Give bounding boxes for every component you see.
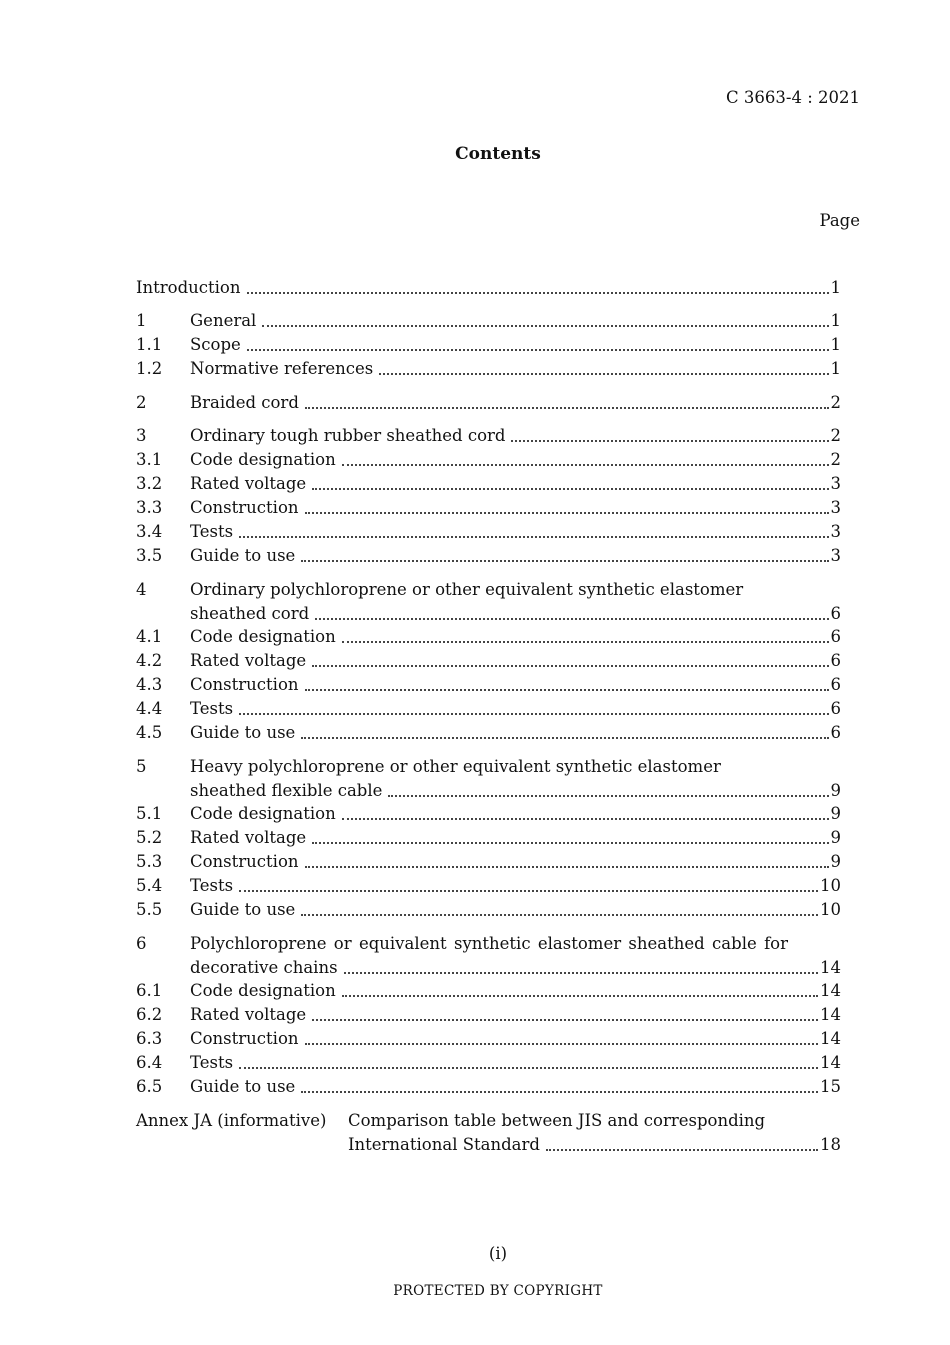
dot-leader: [315, 618, 828, 620]
toc-entry-title: Rated voltage: [190, 1005, 307, 1024]
toc-entry-page-number: 6: [830, 699, 841, 718]
toc-entry-title-continued: decorative chains: [190, 958, 338, 977]
dot-leader: [312, 488, 828, 490]
toc-entry-annex[interactable]: [348, 1135, 841, 1159]
toc-entry[interactable]: [136, 852, 841, 876]
toc-entry-page-number: 9: [830, 852, 841, 871]
toc-entry-title: Code designation: [190, 804, 336, 823]
toc-entry[interactable]: [136, 651, 841, 675]
toc-entry-title: Tests: [190, 876, 234, 895]
toc-entry[interactable]: [136, 1077, 841, 1101]
toc-entry-page-number: 14: [820, 1053, 841, 1072]
toc-entry[interactable]: [136, 1005, 841, 1029]
toc-entry-heading-line2[interactable]: [136, 781, 841, 805]
toc-entry[interactable]: [136, 278, 841, 302]
toc-entry-heading-line1[interactable]: [136, 934, 841, 958]
toc-entry[interactable]: [136, 359, 841, 383]
dot-leader: [301, 737, 828, 739]
toc-entry[interactable]: [136, 876, 841, 900]
toc-entry-page-number: 2: [830, 450, 841, 469]
toc-entry-number: 5.5: [136, 900, 163, 919]
toc-entry-number: 4.2: [136, 651, 163, 670]
toc-entry-page-number: 14: [820, 1029, 841, 1048]
toc-entry-number: 5.1: [136, 804, 163, 823]
dot-leader: [239, 536, 828, 538]
toc-entry-page-number: 14: [820, 1005, 841, 1024]
toc-entry-number: 3.2: [136, 474, 163, 493]
toc-entry-number: 6.4: [136, 1053, 163, 1072]
toc-entry-title: Construction: [190, 675, 299, 694]
dot-leader: [388, 795, 828, 797]
dot-leader: [511, 440, 828, 442]
dot-leader: [301, 914, 818, 916]
toc-entry-number: 5: [136, 757, 147, 776]
dot-leader: [262, 325, 828, 327]
toc-entry-number: 3.4: [136, 522, 163, 541]
toc-entry-page-number: 9: [830, 828, 841, 847]
toc-entry[interactable]: [136, 828, 841, 852]
toc-entry[interactable]: [136, 627, 841, 651]
toc-entry-page-number: 6: [830, 723, 841, 742]
toc-entry[interactable]: [136, 1053, 841, 1077]
toc-entry-title: Code designation: [190, 981, 336, 1000]
toc-entry-title: Introduction: [136, 278, 241, 297]
toc-entry[interactable]: [136, 335, 841, 359]
toc-entry-title: Polychloroprene or equivalent synthetic elastomer sheathed cable for: [190, 934, 788, 953]
toc-entry-page-number: 15: [820, 1077, 841, 1096]
document-id: C 3663-4 : 2021: [726, 88, 860, 107]
annex-title-line1: Comparison table between JIS and corresponding: [348, 1111, 766, 1130]
toc-entry-title: Braided cord: [190, 393, 299, 412]
dot-leader: [305, 866, 829, 868]
dot-leader: [239, 713, 828, 715]
dot-leader: [305, 689, 829, 691]
page-title: Contents: [455, 144, 541, 164]
toc-entry-page-number: 6: [830, 651, 841, 670]
toc-entry-title: Normative references: [190, 359, 374, 378]
toc-entry-title: Construction: [190, 852, 299, 871]
toc-entry[interactable]: [136, 699, 841, 723]
toc-entry-number: 6.1: [136, 981, 163, 1000]
toc-entry-page-number: 1: [830, 278, 841, 297]
dot-leader: [301, 1091, 818, 1093]
toc-entry-page-number: 9: [830, 781, 841, 800]
toc-entry-page-number: 3: [830, 498, 841, 517]
toc-entry-page-number: 6: [830, 675, 841, 694]
toc-entry-number: 1.1: [136, 335, 163, 354]
annex-page-number: 18: [820, 1135, 841, 1154]
toc-entry-page-number: 10: [820, 900, 841, 919]
toc-entry-title: Guide to use: [190, 900, 296, 919]
toc-entry-number: 3: [136, 426, 147, 445]
dot-leader: [344, 972, 818, 974]
toc-entry-number: 4.1: [136, 627, 163, 646]
toc-entry[interactable]: [136, 900, 841, 924]
dot-leader: [546, 1149, 818, 1151]
footer-page-number: (i): [488, 1244, 508, 1263]
toc-entry-number: 4: [136, 580, 147, 599]
annex-title-line2: International Standard: [348, 1135, 540, 1154]
toc-entry-title: Tests: [190, 1053, 234, 1072]
toc-entry-title: General: [190, 311, 257, 330]
toc-entry-title: Scope: [190, 335, 241, 354]
toc-entry[interactable]: [136, 675, 841, 699]
toc-entry[interactable]: [136, 1029, 841, 1053]
toc-entry-title: Guide to use: [190, 1077, 296, 1096]
toc-entry-page-number: 6: [830, 604, 841, 623]
dot-leader: [305, 407, 829, 409]
toc-entry-title-continued: sheathed flexible cable: [190, 781, 383, 800]
toc-entry[interactable]: [136, 804, 841, 828]
toc-entry-heading-line1[interactable]: [136, 580, 841, 604]
toc-entry-page-number: 2: [830, 426, 841, 445]
toc-entry-number: 5.4: [136, 876, 163, 895]
dot-leader: [247, 349, 829, 351]
toc-entry-number: 4.5: [136, 723, 163, 742]
toc-entry[interactable]: [136, 723, 841, 747]
dot-leader: [247, 292, 829, 294]
toc-entry-title: Heavy polychloroprene or other equivalent synthetic elastomer: [190, 757, 721, 776]
dot-leader: [239, 1067, 818, 1069]
toc-entry-page-number: 14: [820, 958, 841, 977]
toc-entry-number: 3.3: [136, 498, 163, 517]
toc-entry-number: 6.3: [136, 1029, 163, 1048]
toc-entry-page-number: 1: [830, 335, 841, 354]
toc-entry-title: Tests: [190, 522, 234, 541]
toc-entry-number: 6: [136, 934, 147, 953]
toc-entry-title: Tests: [190, 699, 234, 718]
dot-leader: [342, 464, 829, 466]
toc-entry-page-number: 2: [830, 393, 841, 412]
toc-entry-heading-line2[interactable]: [136, 958, 841, 982]
toc-entry-number: 3.5: [136, 546, 163, 565]
copyright-notice: PROTECTED BY COPYRIGHT: [393, 1283, 603, 1299]
dot-leader: [379, 373, 828, 375]
toc-entry[interactable]: [136, 426, 841, 450]
dot-leader: [342, 818, 829, 820]
toc-entry-number: 5.3: [136, 852, 163, 871]
toc-entry-page-number: 6: [830, 627, 841, 646]
toc-entry-heading-line2[interactable]: [136, 604, 841, 628]
dot-leader: [305, 1043, 818, 1045]
toc-entry-page-number: 3: [830, 474, 841, 493]
toc-entry-number: 3.1: [136, 450, 163, 469]
toc-entry-title: Rated voltage: [190, 651, 307, 670]
toc-entry-page-number: 9: [830, 804, 841, 823]
toc-entry-title: Ordinary polychloroprene or other equivalent synthetic elastomer: [190, 580, 744, 599]
dot-leader: [305, 512, 829, 514]
toc-entry-title: Construction: [190, 498, 299, 517]
toc-entry-number: 4.4: [136, 699, 163, 718]
toc-entry-title: Rated voltage: [190, 828, 307, 847]
toc-entry-page-number: 1: [830, 311, 841, 330]
toc-entry-number: 5.2: [136, 828, 163, 847]
toc-entry-number: 1.2: [136, 359, 163, 378]
toc-entry[interactable]: [136, 498, 841, 522]
toc-entry-number: 6.2: [136, 1005, 163, 1024]
dot-leader: [301, 560, 828, 562]
dot-leader: [342, 995, 818, 997]
toc-entry-title: Rated voltage: [190, 474, 307, 493]
toc-entry[interactable]: [136, 546, 841, 570]
toc-entry-number: 4.3: [136, 675, 163, 694]
toc-entry-number: 1: [136, 311, 147, 330]
toc-entry-title: Guide to use: [190, 546, 296, 565]
toc-entry[interactable]: [136, 474, 841, 498]
dot-leader: [312, 1019, 818, 1021]
toc-entry-number: 2: [136, 393, 147, 412]
toc-entry-number: 6.5: [136, 1077, 163, 1096]
toc-entry[interactable]: [136, 393, 841, 417]
toc-entry[interactable]: [136, 311, 841, 335]
dot-leader: [342, 641, 829, 643]
toc-entry-heading-line1[interactable]: [136, 757, 841, 781]
toc-entry-title-continued: sheathed cord: [190, 604, 310, 623]
toc-entry-page-number: 3: [830, 522, 841, 541]
toc-entry[interactable]: [136, 522, 841, 546]
toc-entry-title: Construction: [190, 1029, 299, 1048]
toc-entry-title: Code designation: [190, 450, 336, 469]
toc-entry-page-number: 14: [820, 981, 841, 1000]
toc-entry-title: Ordinary tough rubber sheathed cord: [190, 426, 506, 445]
toc-entry[interactable]: [136, 450, 841, 474]
annex-label: Annex JA (informative): [136, 1111, 327, 1130]
toc-entry-page-number: 10: [820, 876, 841, 895]
toc-entry[interactable]: [136, 981, 841, 1005]
toc-entry-title: Code designation: [190, 627, 336, 646]
dot-leader: [239, 890, 818, 892]
toc-entry-page-number: 1: [830, 359, 841, 378]
toc-entry-page-number: 3: [830, 546, 841, 565]
dot-leader: [312, 842, 828, 844]
dot-leader: [312, 665, 828, 667]
page-column-label: Page: [819, 211, 860, 230]
toc-entry-title: Guide to use: [190, 723, 296, 742]
